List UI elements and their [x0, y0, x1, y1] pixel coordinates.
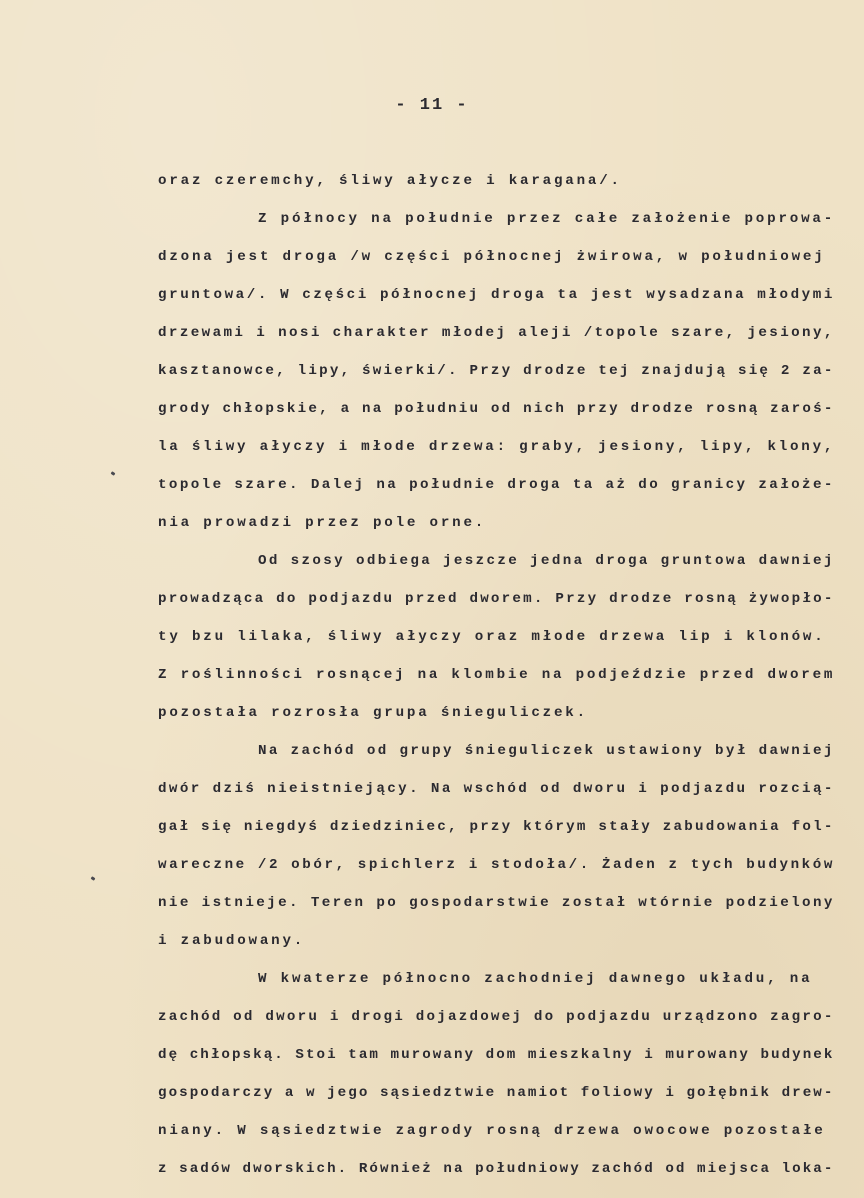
text-line: dwór dziś nieistniejący. Na wschód od dworu i podjazdu rozcią- [158, 781, 835, 797]
text-line: Z północy na południe przez całe założenie poprowa- [258, 211, 836, 227]
text-line: kasztanowce, lipy, świerki/. Przy drodze tej znajdują się 2 za- [158, 363, 835, 379]
text-line: nie istnieje. Teren po gospodarstwie został wtórnie podzielony [158, 895, 835, 911]
text-line: topole szare. Dalej na południe droga ta aż do granicy założe- [158, 477, 835, 493]
text-line: pozostała rozrosła grupa śnieguliczek. [158, 705, 588, 721]
text-line: niany. W sąsiedztwie zagrody rosną drzewa owocowe pozostałe [158, 1123, 826, 1139]
text-line: prowadząca do podjazdu przed dworem. Przy drodze rosną żywopło- [158, 591, 835, 607]
text-line: grody chłopskie, a na południu od nich przy drodze rosną zaroś- [158, 401, 835, 417]
text-line: gruntowa/. W części północnej droga ta jest wysadzana młodymi [158, 287, 835, 303]
page-number: - 11 - [395, 96, 469, 115]
text-line: Od szosy odbiega jeszcze jedna droga gruntowa dawniej [258, 553, 835, 569]
text-line: Na zachód od grupy śnieguliczek ustawiony był dawniej [258, 743, 835, 759]
text-line: zachód od dworu i drogi dojazdowej do podjazdu urządzono zagro- [158, 1009, 835, 1025]
text-line: dzona jest droga /w części północnej żwirowa, w południowej [158, 249, 826, 265]
text-line: drzewami i nosi charakter młodej aleji /topole szare, jesiony, [158, 325, 835, 341]
text-line: ty bzu lilaka, śliwy ałyczy oraz młode drzewa lip i klonów. [158, 629, 826, 645]
text-line: la śliwy ałyczy i młode drzewa: graby, jesiony, lipy, klony, [158, 439, 836, 455]
text-line: gospodarczy a w jego sąsiedztwie namiot foliowy i gołębnik drew- [158, 1085, 835, 1101]
text-line: W kwaterze północno zachodniej dawnego układu, na [258, 971, 813, 987]
text-line: Z roślinności rosnącej na klombie na podjeździe przed dworem [158, 667, 836, 683]
text-line: i zabudowany. [158, 933, 306, 949]
text-line: dę chłopską. Stoi tam murowany dom mieszkalny i murowany budynek [158, 1047, 835, 1063]
text-line: z sadów dworskich. Również na południowy zachód od miejsca loka- [158, 1161, 835, 1177]
text-line: gał się niegdyś dziedziniec, przy którym stały zabudowania fol- [158, 819, 835, 835]
text-line: oraz czeremchy, śliwy ałycze i karagana/. [158, 173, 622, 189]
text-line: nia prowadzi przez pole orne. [158, 515, 487, 531]
text-line: wareczne /2 obór, spichlerz i stodoła/. Żaden z tych budynków [158, 857, 835, 873]
